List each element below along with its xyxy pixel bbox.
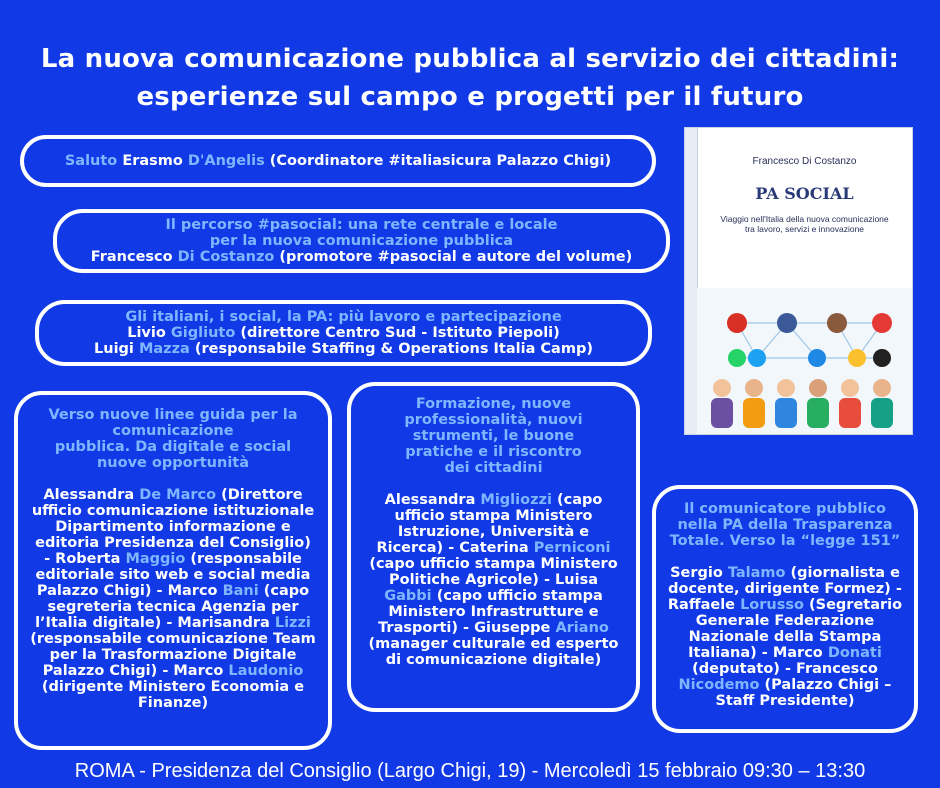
- speaker-text: (responsabile comunicazione Team per la Trasformazione Digitale Palazzo Chigi) - Marco: [30, 631, 316, 679]
- speaker-last-name: Donati: [827, 645, 882, 661]
- session-title-line: Totale. Verso la “legge 151”: [669, 533, 901, 549]
- speaker-role: (promotore #pasocial e autore del volume): [274, 249, 633, 265]
- speaker-list: [18, 487, 328, 711]
- session-title-line: nella PA della Trasparenza: [677, 517, 893, 533]
- speaker-text: (deputato) - Francesco: [692, 661, 878, 677]
- book-illustration: [697, 288, 912, 434]
- book-author: Francesco Di Costanzo: [752, 156, 857, 167]
- book-title: PA SOCIAL: [755, 184, 854, 203]
- speaker-last-name: Di Costanzo: [177, 249, 275, 265]
- speaker-first-name: Luigi: [94, 341, 139, 357]
- speaker-text: (Palazzo Chigi – Staff Presidente): [715, 677, 892, 709]
- event-footer: ROMA - Presidenza del Consiglio (Largo Chigi, 19) - Mercoledì 15 febbraio 09:30 – 13:30: [74, 760, 866, 782]
- session-welcome-box: [20, 135, 656, 187]
- welcome-label: Saluto: [64, 153, 123, 169]
- speaker-last-name: Nicodemo: [678, 677, 760, 693]
- book-cover: [685, 128, 912, 434]
- session-title: [18, 407, 328, 471]
- speaker-last-name: Migliozzi: [480, 492, 552, 508]
- session-title: [351, 396, 636, 476]
- speaker-text: (capo ufficio stampa Ministero Infrastrutture e Trasporti) - Giuseppe: [378, 588, 603, 636]
- session-title-line: pubblica. Da digitale e social: [54, 439, 292, 455]
- speaker-text: (Segretario Generale Federazione Nazionale della Stampa Italiana) - Marco: [688, 597, 903, 661]
- speaker-last-name: Laudonio: [228, 663, 304, 679]
- session-title-line: Verso nuove linee guida per la: [48, 407, 298, 423]
- title-line-2: esperienze sul campo e progetti per il futuro: [136, 82, 804, 112]
- book-subtitle: [707, 214, 902, 234]
- session-formazione-box: [347, 382, 640, 712]
- book-subtitle-line: tra lavoro, servizi e innovazione: [744, 224, 865, 234]
- session-title-line: nuove opportunità: [96, 455, 250, 471]
- speaker-last-name: Mazza: [138, 341, 190, 357]
- speaker-text: (Direttore ufficio comunicazione istituzionale Dipartimento informazione e editoria Presidenza del Consiglio) - Roberta: [31, 487, 315, 567]
- speaker-list: [351, 492, 636, 668]
- speaker-last-name: Lorusso: [740, 597, 804, 613]
- speaker-text: Alessandra: [43, 487, 140, 503]
- speaker-last-name: Bani: [222, 583, 259, 599]
- speaker-last-name: Gigliuto: [170, 325, 236, 341]
- speaker-text: (responsabile editoriale sito web e social media Palazzo Chigi) - Marco: [35, 551, 311, 599]
- speaker-text: (giornalista e docente, dirigente Formez) - Raffaele: [667, 565, 902, 613]
- session-title-line: comunicazione: [112, 423, 234, 439]
- session-linee-guida-box: [14, 391, 332, 750]
- speaker-role: (direttore Centro Sud - Istituto Piepoli): [235, 325, 560, 341]
- session-title-line: pratiche e il riscontro: [405, 444, 582, 460]
- speaker-first-name: Livio: [127, 325, 171, 341]
- speaker-first-name: Erasmo: [122, 153, 188, 169]
- speaker-last-name: Lizzi: [274, 615, 311, 631]
- speaker-last-name: Talamo: [727, 565, 786, 581]
- session-title-line: dei cittadini: [444, 460, 543, 476]
- speaker-text: (capo ufficio stampa Ministero Politiche Agricole) - Luisa: [369, 556, 618, 588]
- session-title-line-2: per la nuova comunicazione pubblica: [209, 233, 514, 249]
- speaker-role: (responsabile Staffing & Operations Italia Camp): [189, 341, 593, 357]
- speaker-last-name: Perniconi: [533, 540, 611, 556]
- session-title: Gli italiani, i social, la PA: più lavoro e partecipazione: [125, 309, 562, 325]
- speaker-last-name: D'Angelis: [187, 153, 265, 169]
- session-trasparenza-box: [652, 485, 918, 733]
- speaker-last-name: Ariano: [555, 620, 609, 636]
- speaker-text: Sergio: [670, 565, 728, 581]
- title-line-1: La nuova comunicazione pubblica al servizio dei cittadini:: [40, 44, 900, 74]
- session-title-line: strumenti, le buone: [412, 428, 575, 444]
- speaker-text: (capo ufficio stampa Ministero Istruzione, Università e Ricerca) - Caterina: [376, 492, 603, 556]
- speaker-last-name: Gabbi: [384, 588, 432, 604]
- speaker-text: Alessandra: [384, 492, 481, 508]
- page-title: [0, 40, 940, 116]
- speaker-text: (manager culturale ed esperto di comunicazione digitale): [368, 636, 619, 668]
- speaker-last-name: De Marco: [139, 487, 217, 503]
- session-title-line: Formazione, nuove: [415, 396, 572, 412]
- session-title: [656, 501, 914, 549]
- speaker-first-name: Francesco: [90, 249, 178, 265]
- session-italiani-social-box: [35, 300, 652, 366]
- session-title-line: professionalità, nuovi: [404, 412, 583, 428]
- speaker-text: (dirigente Ministero Economia e Finanze): [41, 679, 305, 711]
- session-title-line: Il comunicatore pubblico: [684, 501, 886, 517]
- speaker-text: (capo segreteria tecnica Agenzia per l’Italia digitale) - Marisandra: [35, 583, 310, 631]
- speaker-last-name: Maggio: [125, 551, 186, 567]
- speaker-list: [656, 565, 914, 709]
- speaker-role: (Coordinatore #italiasicura Palazzo Chigi): [264, 153, 612, 169]
- book-subtitle-line: Viaggio nell'Italia della nuova comunicazione: [720, 214, 889, 224]
- session-pasocial-box: [53, 209, 670, 273]
- session-title-line-1: Il percorso #pasocial: una rete centrale e locale: [165, 217, 558, 233]
